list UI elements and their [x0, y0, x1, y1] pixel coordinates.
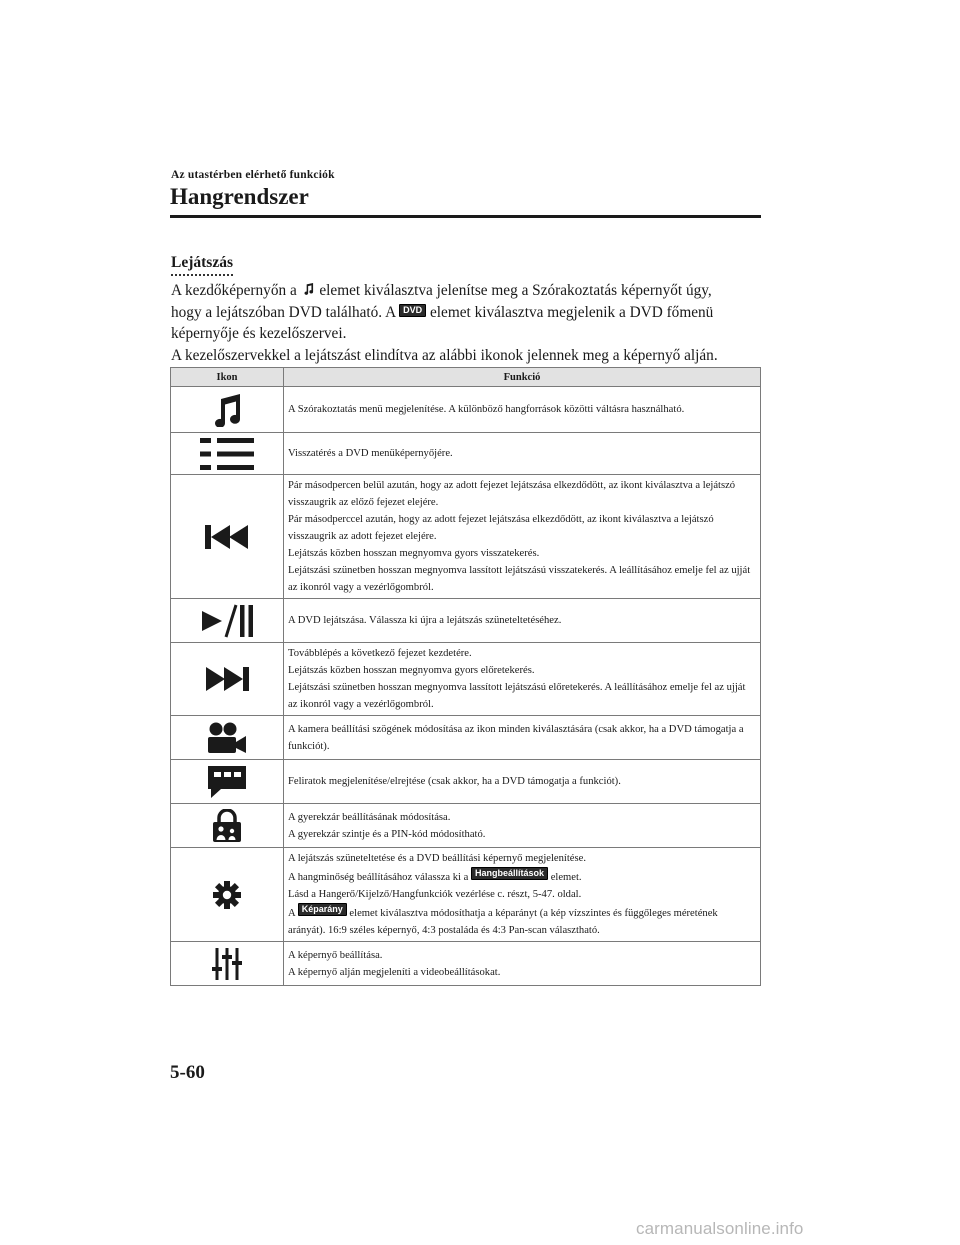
icon-cell: [171, 433, 284, 475]
table-row: [171, 387, 761, 433]
table-row: [171, 848, 761, 942]
intro-line4: A kezelőszervekkel a lejátszást elindítva az alábbi ikonok jelennek meg a képernyő alján.: [171, 346, 718, 364]
description-line: Lásd a Hangerő/Kijelző/Hangfunkciók vezérlése c. részt, 5-47. oldal.: [288, 889, 582, 900]
skip-back-icon: [205, 525, 249, 549]
description-cell: [284, 848, 761, 942]
description-line: A Szórakoztatás menü megjelenítése. A különböző hangforrások közötti váltásra használható.: [288, 404, 685, 415]
list-menu-icon: [199, 437, 255, 471]
music-note-inline-icon: [303, 282, 314, 296]
description-text: A: [288, 908, 296, 919]
description-cell: [284, 804, 761, 848]
description-cell: [284, 387, 761, 433]
icon-cell: [171, 475, 284, 599]
description-line: Lejátszás közben hosszan megnyomva gyors előretekerés.: [288, 665, 535, 676]
icon-cell: [171, 599, 284, 643]
table-row: [171, 760, 761, 804]
description-cell: [284, 716, 761, 760]
icon-cell: [171, 760, 284, 804]
description-line: A gyerekzár szintje és a PIN-kód módosítható.: [288, 828, 486, 840]
child-lock-icon: [212, 809, 242, 843]
description-line: Feliratok megjelenítése/elrejtése (csak akkor, ha a DVD támogatja a funkciót).: [288, 776, 621, 787]
table-row: [171, 599, 761, 643]
intro-line2-a: hogy a lejátszóban DVD található. A: [171, 303, 396, 321]
gear-icon: [213, 881, 241, 909]
icon-cell: [171, 804, 284, 848]
chapter-title: Hangrendszer: [170, 184, 309, 209]
description-line: Pár másodperccel azután, hogy az adott fejezet lejátszása elkezdődött, az ikont kiválasztva a lejátszó visszaugrik az adott fejezet elejére.: [288, 514, 714, 542]
description-line: A lejátszás szüneteltetése és a DVD beállítási képernyő megjelenítése.: [288, 853, 586, 864]
intro-line3: képernyője és kezelőszervei.: [171, 325, 347, 342]
subheading: Lejátszás: [171, 254, 233, 276]
description-cell: [284, 942, 761, 986]
dvd-tag: DVD: [399, 304, 426, 317]
intro-line2-b: elemet kiválasztva megjelenik a DVD főmenü: [429, 303, 714, 321]
function-table: [170, 367, 761, 986]
title-rule: [170, 215, 761, 218]
table-row: [171, 942, 761, 986]
description-line: A DVD lejátszása. Válassza ki újra a lejátszás szüneteltetéséhez.: [288, 615, 562, 626]
table-row: [171, 804, 761, 848]
intro-paragraph: [171, 280, 766, 366]
skip-forward-icon: [205, 667, 249, 691]
description-line: Lejátszási szünetben hosszan megnyomva lassított lejátszású visszatekerés. A leállításához emelje fel az ujját az ikonról vagy a vezérlőgombról.: [288, 565, 751, 593]
camera-angle-icon: [207, 722, 247, 754]
icon-cell: [171, 942, 284, 986]
icon-cell: [171, 643, 284, 716]
watermark: carmanualsonline.info: [636, 1219, 804, 1238]
hangbeallitasok-tag: Hangbeállítások: [471, 867, 548, 880]
description-cell: [284, 760, 761, 804]
table-header-row: [171, 368, 761, 387]
description-line: A kamera beállítási szögének módosítása az ikon minden kiválasztására (csak akkor, ha a DVD támogatja a funkciót).: [288, 723, 744, 752]
keparany-tag: Képarány: [298, 903, 347, 916]
description-text: elemet.: [550, 872, 582, 883]
description-cell: [284, 433, 761, 475]
description-line: [288, 867, 756, 886]
description-line: Lejátszási szünetben hosszan megnyomva lassított lejátszású előretekerés. A leállításához emelje fel az ujját az ikonról vagy a vezérlőgombról.: [288, 682, 746, 710]
table-row: [171, 433, 761, 475]
description-text: A hangminőség beállításához válassza ki a: [288, 872, 469, 883]
icon-cell: [171, 716, 284, 760]
section-label: Az utastérben elérhető funkciók: [171, 169, 335, 181]
play-pause-icon: [200, 604, 254, 638]
subtitle-icon: [207, 765, 247, 799]
table-row: [171, 475, 761, 599]
header-function: Funkció: [284, 368, 761, 387]
description-line: [288, 903, 756, 939]
description-text: elemet kiválasztva módosíthatja a képarányt (a kép vízszintes és függőleges méretének arányát). 16:9 széles képernyő, 4:3 postaláda és 4:3 Pan-scan választható.: [288, 908, 718, 936]
intro-line1-b: elemet kiválasztva jelenítse meg a Szórakoztatás képernyőt úgy,: [319, 282, 712, 299]
description-line: Pár másodpercen belül azután, hogy az adott fejezet lejátszása elkezdődött, az ikont kiválasztva a lejátszó visszaugrik az előző fejezet elejére.: [288, 480, 736, 508]
description-line: A gyerekzár beállításának módosítása.: [288, 811, 451, 823]
description-cell: [284, 599, 761, 643]
description-line: Továbblépés a következő fejezet kezdetére.: [288, 648, 472, 659]
description-line: Lejátszás közben hosszan megnyomva gyors visszatekerés.: [288, 548, 540, 559]
description-cell: [284, 475, 761, 599]
intro-line1-a: A kezdőképernyőn a: [171, 282, 297, 299]
icon-cell: [171, 387, 284, 433]
music-note-icon: [212, 393, 242, 427]
page-number: 5-60: [170, 1062, 205, 1083]
equalizer-icon: [212, 947, 242, 981]
description-line: Visszatérés a DVD menüképernyőjére.: [288, 448, 453, 459]
description-line: A képernyő alján megjeleníti a videobeállításokat.: [288, 966, 501, 978]
table-row: [171, 716, 761, 760]
description-cell: [284, 643, 761, 716]
description-line: A képernyő beállítása.: [288, 949, 383, 961]
table-row: [171, 643, 761, 716]
header-icon: Ikon: [171, 368, 284, 387]
icon-cell: [171, 848, 284, 942]
